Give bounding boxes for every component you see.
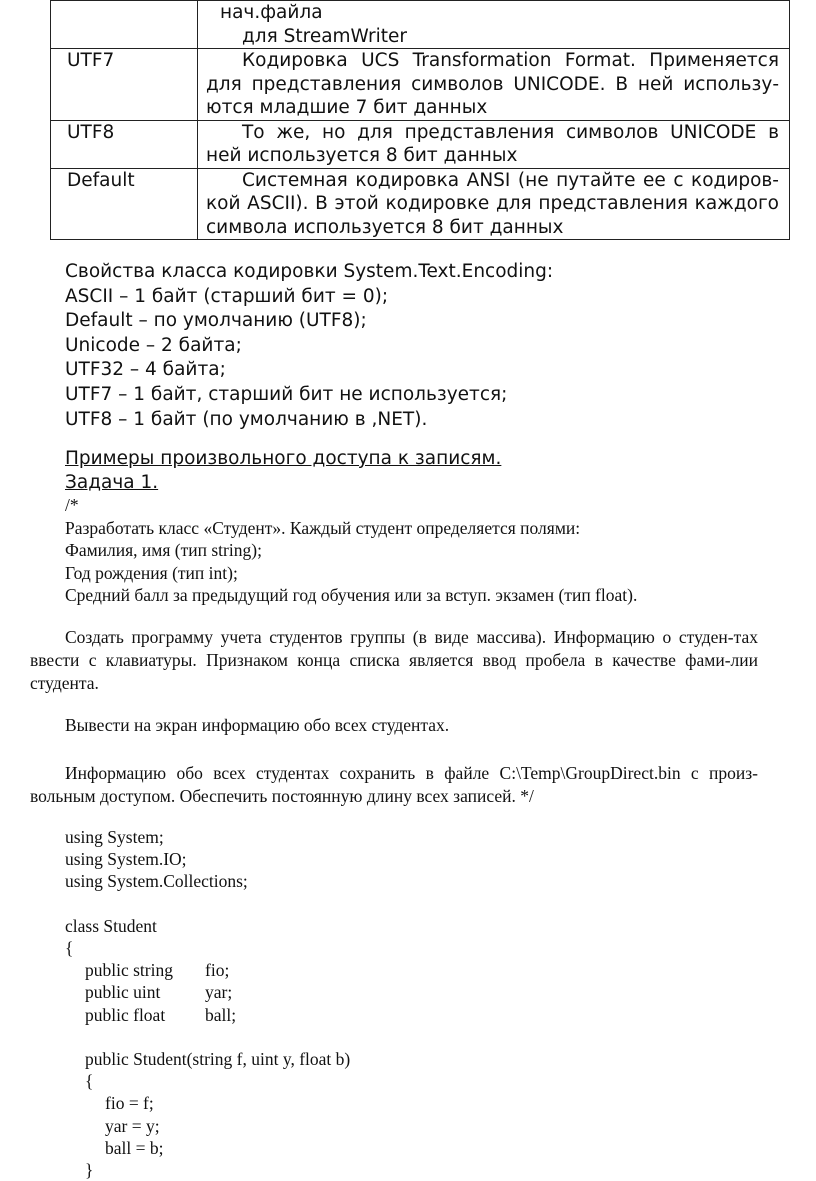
code-blank xyxy=(65,893,350,915)
examples-heading: Примеры произвольного доступа к записям. xyxy=(65,448,502,469)
task-definition xyxy=(65,494,755,607)
code-line: yar = y; xyxy=(105,1115,160,1136)
top-row-line1: нач.файла xyxy=(220,2,323,23)
table-row xyxy=(51,168,790,240)
task-line: Год рождения (тип int); xyxy=(65,562,238,583)
code-line: ball = b; xyxy=(105,1137,164,1158)
code-field-type: public string xyxy=(85,960,173,981)
code-field-type: public uint xyxy=(85,982,161,1003)
task-line: Средний балл за предыдущий год обучения или за вступ. экзамен (тип float). xyxy=(65,585,638,605)
task-paragraph-1: Создать программу учета студентов группы (в виде массива). Информацию о студен-тах ввести с клавиатуры. Признаком конца списка является ввод пробела в качестве фами-лии студента. xyxy=(30,627,758,693)
property-item: UTF32 – 4 байта; xyxy=(65,359,226,381)
code-blank xyxy=(65,1026,350,1048)
property-item: UTF7 – 1 байт, старший бит не используется; xyxy=(65,383,508,405)
properties-title: Свойства класса кодировки System.Text.Encoding: xyxy=(65,261,554,282)
property-item: Unicode – 2 байта; xyxy=(65,334,242,356)
task-line: Разработать класс «Студент». Каждый студент определяется полями: xyxy=(65,517,581,538)
code-line: fio = f; xyxy=(105,1093,154,1114)
property-item: ASCII – 1 байт (старший бит = 0); xyxy=(65,285,389,307)
table-value-cell: То же, но для представления символов UNICODE в ней используется 8 бит данных xyxy=(198,120,790,168)
encoding-properties xyxy=(65,260,553,432)
table-row xyxy=(51,49,790,121)
code-field-line xyxy=(65,981,350,1003)
table-key-cell xyxy=(51,1,198,49)
table-value-cell xyxy=(198,1,790,49)
code-line: public Student(string f, uint y, float b) xyxy=(85,1049,351,1070)
code-field-type: public float xyxy=(85,1004,166,1025)
code-line: using System; xyxy=(65,827,164,847)
code-field-line xyxy=(65,959,350,981)
code-line: } xyxy=(85,1160,94,1181)
examples-heading-block xyxy=(65,447,501,495)
task-line: Фамилия, имя (тип string); xyxy=(65,540,262,560)
table-key-cell: UTF7 xyxy=(51,49,198,121)
code-field-line xyxy=(65,1004,350,1026)
property-item: UTF8 – 1 байт (по умолчанию в ,NET). xyxy=(65,408,428,430)
table-row xyxy=(51,1,790,49)
code-line: { xyxy=(65,938,74,959)
comment-open: /* xyxy=(65,495,79,515)
table-value-cell: Системная кодировка ANSI (не путайте ее с кодиров-кой ASCII). В этой кодировке для представления каждого символа используется 8 бит данных xyxy=(198,168,790,240)
code-listing xyxy=(65,826,350,1181)
task-paragraph-2: Вывести на экран информацию обо всех студентах. xyxy=(65,715,450,735)
code-line: using System.IO; xyxy=(65,849,187,870)
property-item: Default – по умолчанию (UTF8); xyxy=(65,310,367,332)
code-line: class Student xyxy=(65,915,157,936)
top-row-line2: для StreamWriter xyxy=(242,25,408,47)
code-field-name: ball; xyxy=(205,1004,237,1025)
code-line: using System.Collections; xyxy=(65,871,248,892)
table-value-cell: Кодировка UCS Transformation Format. Применяется для представления символов UNICODE. В ней использу-ются младшие 7 бит данных xyxy=(198,49,790,121)
table-key-cell: Default xyxy=(51,168,198,240)
table-key-cell: UTF8 xyxy=(51,120,198,168)
code-line: { xyxy=(85,1071,94,1092)
code-field-name: fio; xyxy=(205,960,230,981)
table-row xyxy=(51,120,790,168)
task-heading: Задача 1. xyxy=(65,472,159,493)
code-field-name: yar; xyxy=(205,982,233,1003)
encodings-table xyxy=(50,0,790,240)
task-paragraph-3: Информацию обо всех студентах сохранить в файле C:\Temp\GroupDirect.bin с произ-вольным доступом. Обеспечить постоянную длину всех записей. */ xyxy=(30,763,758,806)
